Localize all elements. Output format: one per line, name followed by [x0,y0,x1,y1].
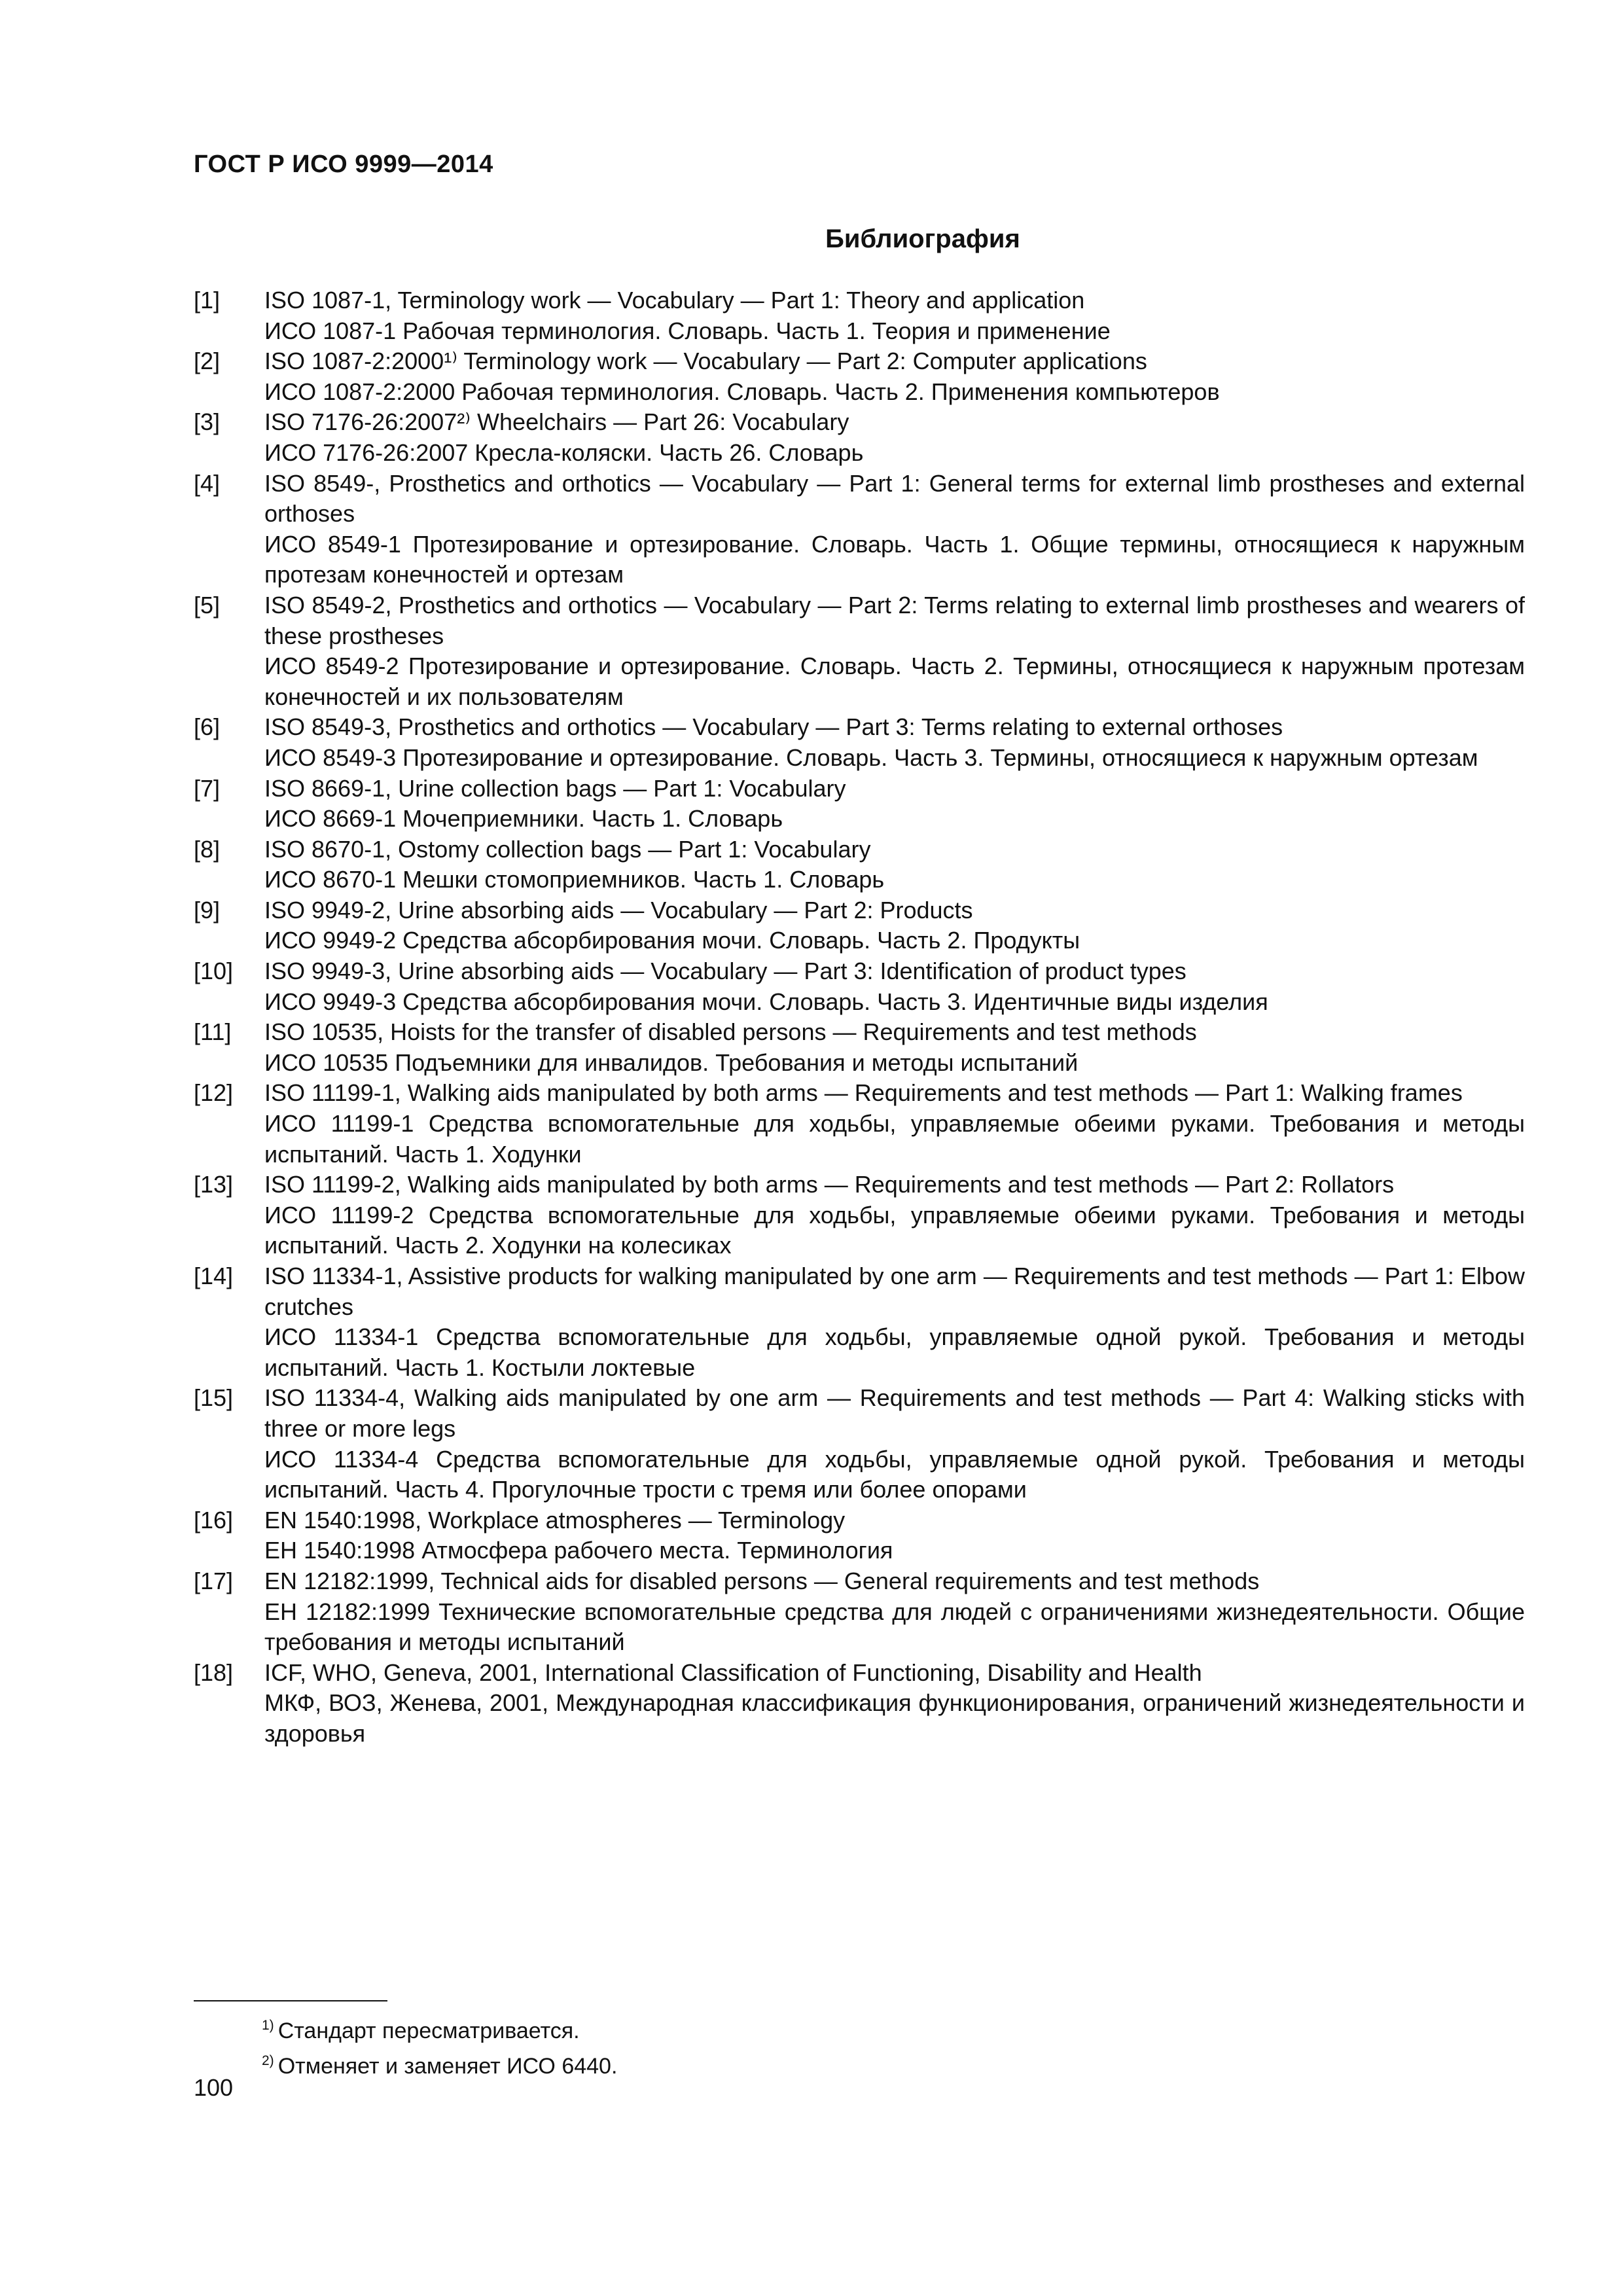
entry-reference-russian: ЕН 1540:1998 Атмосфера рабочего места. Терминология [264,1537,893,1564]
bibliography-entry [194,1261,1525,1383]
entry-number: [12] [194,1079,234,1107]
bibliography-title: Библиография [825,224,1020,253]
entry-number: [14] [194,1263,234,1289]
entry-reference-russian: ИСО 9949-3 Средства абсорбирования мочи. Словарь. Часть 3. Идентичные виды изделия [264,988,1268,1015]
entry-number: [4] [194,469,221,497]
entry-number: [6] [194,713,221,741]
bibliography-entry [194,285,1525,346]
bibliography-entry [194,469,1525,590]
footnote-separator [194,2000,387,2001]
footnote-1-text: Стандарт пересматривается. [277,2018,580,2043]
footnote-1 [262,2011,617,2046]
bibliography-entry [194,1658,1525,1749]
entry-reference-original: ICF, WHO, Geneva, 2001, International Classification of Functioning, Disability and Health [264,1659,1202,1686]
entry-reference-original: ISO 7176-26:2007²⁾ Wheelchairs — Part 26: Vocabulary [264,408,849,436]
entry-reference-original: ISO 1087-1, Terminology work — Vocabulary — Part 1: Theory and application [264,287,1085,314]
entry-number: [10] [194,958,234,985]
entry-reference-russian: ИСО 8549-3 Протезирование и ортезирование. Словарь. Часть 3. Термины, относящиеся к наружным ортезам [264,744,1478,771]
bibliography-entry [194,1017,1525,1078]
entry-reference-russian: ИСО 11199-2 Средства вспомогательные для ходьбы, управляемые обеими руками. Требования и методы испытаний. Часть 2. Ходунки на колесиках [264,1201,1525,1259]
entry-reference-original: ISO 9949-3, Urine absorbing aids — Vocabulary — Part 3: Identification of product types [264,958,1186,985]
entry-reference-russian: ИСО 8669-1 Мочеприемники. Часть 1. Словарь [264,805,783,833]
bibliography-entry [194,407,1525,468]
entry-number: [15] [194,1384,234,1412]
entry-reference-russian: МКФ, ВОЗ, Женева, 2001, Международная классификация функционирования, ограничений жизнедеятельности и здоровья [264,1689,1525,1747]
entry-number: [1] [194,287,221,314]
entry-number: [16] [194,1506,234,1534]
bibliography-entry [194,1566,1525,1658]
footnote-1-mark: 1) [262,2018,274,2033]
entry-reference-original: ISO 8549-, Prosthetics and orthotics — Vocabulary — Part 1: General terms for external limb prostheses and external orthoses [264,469,1525,528]
footnote-2-mark: 2) [262,2053,274,2068]
bibliography-entry [194,956,1525,1017]
bibliography-entry [194,346,1525,407]
entry-reference-original: ISO 8669-1, Urine collection bags — Part 1: Vocabulary [264,774,846,802]
entry-reference-original: ISO 8670-1, Ostomy collection bags — Part 1: Vocabulary [264,835,871,863]
entry-number: [7] [194,774,221,802]
entry-number: [8] [194,835,221,863]
entry-reference-original: ISO 8549-3, Prosthetics and orthotics — Vocabulary — Part 3: Terms relating to external orthoses [264,713,1283,741]
bibliography-entry [194,834,1525,895]
footnote-2-text: Отменяет и заменяет ИСО 6440. [277,2054,618,2079]
entry-reference-original: EN 12182:1999, Technical aids for disabled persons — General requirements and test methods [264,1567,1260,1594]
entry-reference-russian: ИСО 1087-1 Рабочая терминология. Словарь. Часть 1. Теория и применение [264,317,1111,344]
entry-reference-russian: ИСО 11199-1 Средства вспомогательные для ходьбы, управляемые обеими руками. Требования и методы испытаний. Часть 1. Ходунки [264,1110,1525,1168]
standard-header: ГОСТ Р ИСО 9999—2014 [194,151,493,178]
entry-number: [2] [194,348,221,375]
entry-reference-original: ISO 1087-2:2000¹⁾ Terminology work — Vocabulary — Part 2: Computer applications [264,348,1147,375]
entry-reference-russian: ЕН 12182:1999 Технические вспомогательные средства для людей с ограничениями жизнедеятельности. Общие требования и методы испытаний [264,1598,1525,1656]
bibliography-entry [194,1078,1525,1170]
footnotes [262,2011,617,2081]
entry-reference-russian: ИСО 8549-1 Протезирование и ортезирование. Словарь. Часть 1. Общие термины, относящиеся к наружным протезам конечностей и ортезам [264,530,1525,588]
entry-number: [13] [194,1171,234,1198]
bibliography-list [194,285,1525,1749]
entry-reference-russian: ИСО 8670-1 Мешки стомоприемников. Часть 1. Словарь [264,866,885,893]
entry-reference-original: ISO 11334-4, Walking aids manipulated by one arm — Requirements and test methods — Part 4: Walking sticks with three or more legs [264,1384,1525,1442]
entry-reference-original: ISO 10535, Hoists for the transfer of disabled persons — Requirements and test methods [264,1018,1197,1046]
entry-reference-original: ISO 9949-2, Urine absorbing aids — Vocabulary — Part 2: Products [264,896,973,924]
entry-reference-original: ISO 8549-2, Prosthetics and orthotics — Vocabulary — Part 2: Terms relating to external limb prostheses and wearers of these prostheses [264,591,1525,649]
bibliography-entry [194,1170,1525,1261]
entry-reference-russian: ИСО 11334-1 Средства вспомогательные для ходьбы, управляемые одной рукой. Требования и методы испытаний. Часть 1. Костыли локтевые [264,1323,1525,1381]
bibliography-entry [194,895,1525,956]
entry-number: [9] [194,896,221,924]
entry-reference-russian: ИСО 11334-4 Средства вспомогательные для ходьбы, управляемые одной рукой. Требования и методы испытаний. Часть 4. Прогулочные трости с тремя или более опорами [264,1445,1525,1503]
entry-reference-russian: ИСО 8549-2 Протезирование и ортезирование. Словарь. Часть 2. Термины, относящиеся к наружным протезам конечностей и их пользователям [264,653,1525,710]
entry-reference-russian: ИСО 10535 Подъемники для инвалидов. Требования и методы испытаний [264,1049,1079,1076]
bibliography-entry [194,774,1525,834]
entry-number: [18] [194,1659,234,1686]
page-number: 100 [194,2074,234,2101]
entry-number: [5] [194,591,221,619]
entry-reference-russian: ИСО 1087-2:2000 Рабочая терминология. Словарь. Часть 2. Применения компьютеров [264,378,1220,405]
entry-reference-russian: ИСО 7176-26:2007 Кресла-коляски. Часть 26. Словарь [264,439,864,466]
entry-number: [11] [194,1018,232,1046]
bibliography-entry [194,1505,1525,1566]
entry-number: [3] [194,408,221,436]
bibliography-entry [194,712,1525,773]
entry-reference-original: ISO 11334-1, Assistive products for walking manipulated by one arm — Requirements and test methods — Part 1: Elbow crutches [264,1263,1525,1320]
entry-reference-original: ISO 11199-1, Walking aids manipulated by both arms — Requirements and test methods — Part 1: Walking frames [264,1079,1463,1107]
entry-number: [17] [194,1567,234,1594]
entry-reference-russian: ИСО 9949-2 Средства абсорбирования мочи. Словарь. Часть 2. Продукты [264,927,1080,954]
bibliography-entry [194,1383,1525,1505]
entry-reference-original: ISO 11199-2, Walking aids manipulated by both arms — Requirements and test methods — Part 2: Rollators [264,1171,1395,1198]
bibliography-entry [194,590,1525,712]
footnote-2 [262,2046,617,2081]
entry-reference-original: EN 1540:1998, Workplace atmospheres — Terminology [264,1506,846,1534]
